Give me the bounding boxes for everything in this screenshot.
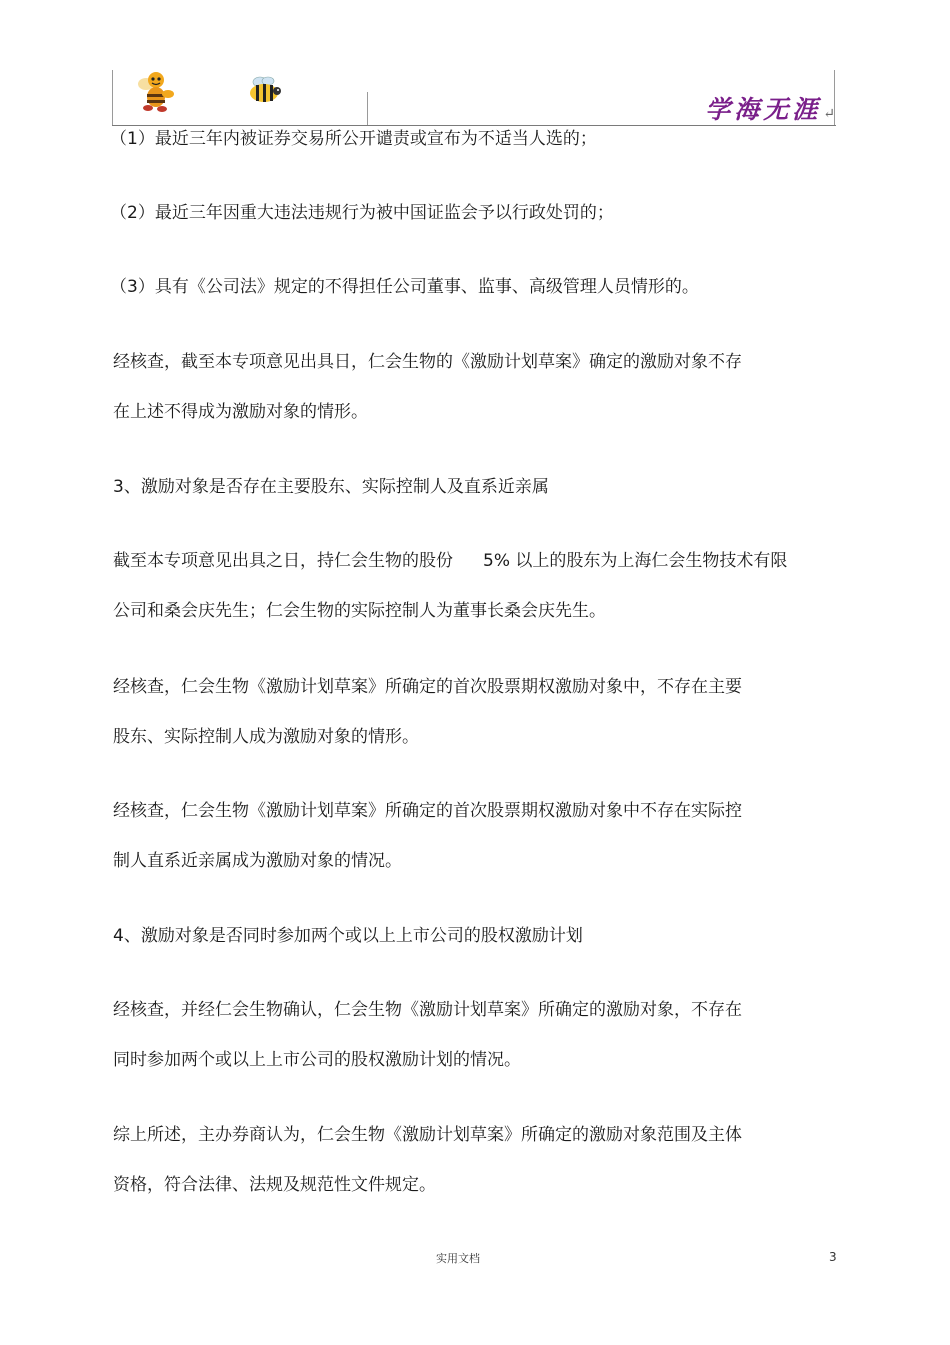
- page-number: 3: [829, 1250, 837, 1264]
- paragraph-line: 股东、实际控制人成为激励对象的情形。: [113, 727, 419, 747]
- section-heading: 4、激励对象是否同时参加两个或以上上市公司的股权激励计划: [113, 926, 583, 946]
- paragraph-line: 经核查，仁会生物《激励计划草案》所确定的首次股票期权激励对象中，不存在主要: [113, 677, 742, 697]
- paragraph-line: 经核查，截至本专项意见出具日，仁会生物的《激励计划草案》确定的激励对象不存: [113, 352, 742, 372]
- paragraph-line: 综上所述，主办券商认为，仁会生物《激励计划草案》所确定的激励对象范围及主体: [113, 1125, 742, 1145]
- list-item: （2）最近三年因重大违法违规行为被中国证监会予以行政处罚的；: [110, 203, 614, 223]
- paragraph-line: 经核查，仁会生物《激励计划草案》所确定的首次股票期权激励对象中不存在实际控: [113, 801, 742, 821]
- header-motto: [705, 90, 835, 126]
- footer-label: 实用文档: [436, 1252, 480, 1265]
- bee-icon: [244, 76, 284, 106]
- header-divider: [367, 92, 368, 126]
- motto-text: 学海无涯: [705, 95, 822, 124]
- bee-mascot-icon: [134, 70, 180, 114]
- paragraph-line: 公司和桑会庆先生；仁会生物的实际控制人为董事长桑会庆先生。: [113, 601, 606, 621]
- paragraph-line: 经核查，并经仁会生物确认，仁会生物《激励计划草案》所确定的激励对象，不存在: [113, 1000, 742, 1020]
- paragraph-line: 在上述不得成为激励对象的情形。: [113, 402, 368, 422]
- paragraph-line: 制人直系近亲属成为激励对象的情况。: [113, 851, 402, 871]
- return-mark: ↵: [823, 106, 835, 122]
- paragraph-line: 同时参加两个或以上上市公司的股权激励计划的情况。: [113, 1050, 521, 1070]
- paragraph-segment: 5% 以上的股东为上海仁会生物技术有限: [483, 551, 788, 571]
- section-heading: 3、激励对象是否存在主要股东、实际控制人及直系近亲属: [113, 477, 549, 497]
- list-item: （3）具有《公司法》规定的不得担任公司董事、监事、高级管理人员情形的。: [110, 277, 699, 297]
- paragraph-segment: 截至本专项意见出具之日，持仁会生物的股份: [113, 551, 453, 571]
- header-left-border: [112, 70, 113, 126]
- list-item: （1）最近三年内被证券交易所公开谴责或宣布为不适当人选的；: [110, 129, 597, 149]
- paragraph-line: 资格，符合法律、法规及规范性文件规定。: [113, 1175, 436, 1195]
- paragraph-line: [113, 550, 787, 572]
